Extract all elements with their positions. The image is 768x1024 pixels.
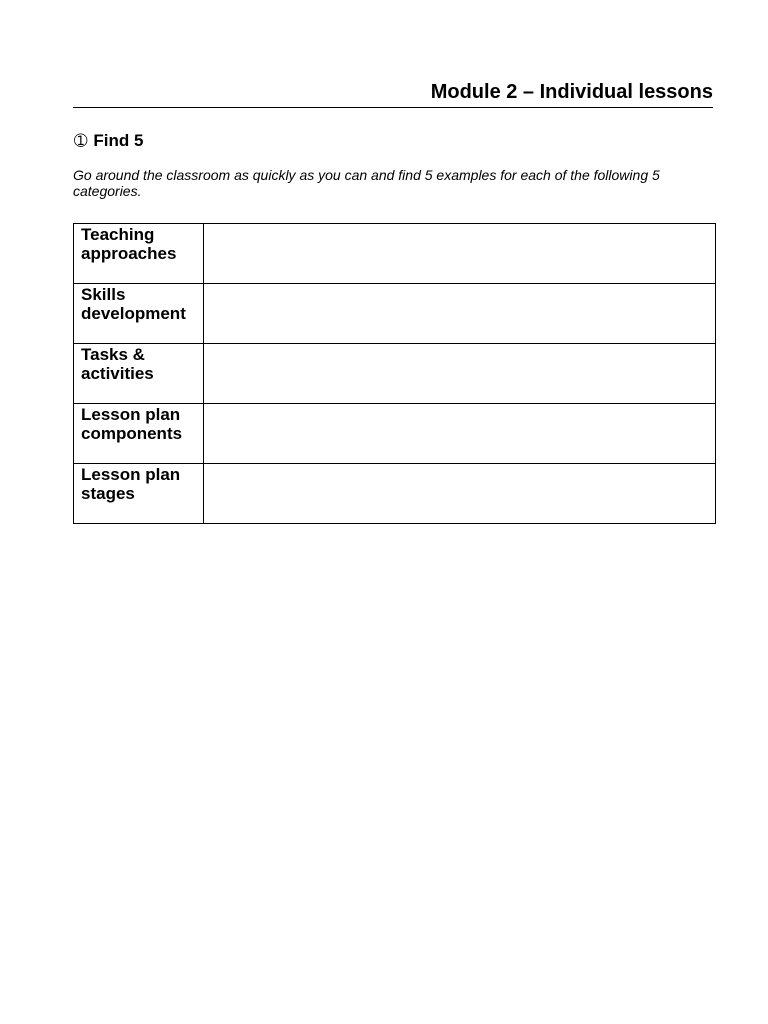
category-label-line: Lesson plan (81, 465, 181, 484)
category-label-line: components (81, 424, 183, 443)
section-heading (74, 130, 143, 152)
category-label-cell (74, 464, 204, 524)
instructions-text: Go around the classroom as quickly as you can and find 5 examples for each of the following 5 categories. (73, 167, 660, 199)
category-label-line: Teaching (81, 225, 155, 244)
category-label-line: activities (81, 364, 154, 383)
circled-one-icon: ➀ (74, 131, 88, 150)
category-label (74, 344, 203, 383)
category-label-line: stages (81, 484, 135, 503)
category-label (74, 224, 203, 263)
answer-cell-skills-development[interactable] (204, 284, 716, 344)
category-label-line: Skills (81, 285, 126, 304)
table-row (74, 284, 716, 344)
answer-cell-lesson-plan-stages[interactable] (204, 464, 716, 524)
page-header (73, 78, 713, 108)
category-label-cell (74, 344, 204, 404)
category-label-cell (74, 404, 204, 464)
answer-cell-teaching-approaches[interactable] (204, 224, 716, 284)
answer-cell-tasks-activities[interactable] (204, 344, 716, 404)
category-label-line: Tasks & (81, 345, 145, 364)
module-title: Module 2 – Individual lessons (430, 81, 713, 103)
category-label-line: development (81, 304, 186, 323)
category-label-line: approaches (81, 244, 177, 263)
section-title: Find 5 (93, 131, 144, 150)
table-row (74, 344, 716, 404)
answer-cell-lesson-plan-components[interactable] (204, 404, 716, 464)
table-row (74, 464, 716, 524)
table-row (74, 224, 716, 284)
category-label (74, 284, 203, 323)
category-label-line: Lesson plan (81, 405, 181, 424)
category-label-cell (74, 224, 204, 284)
table-row (74, 404, 716, 464)
category-label (74, 464, 203, 503)
category-label (74, 404, 203, 443)
category-table (73, 223, 716, 524)
category-label-cell (74, 284, 204, 344)
